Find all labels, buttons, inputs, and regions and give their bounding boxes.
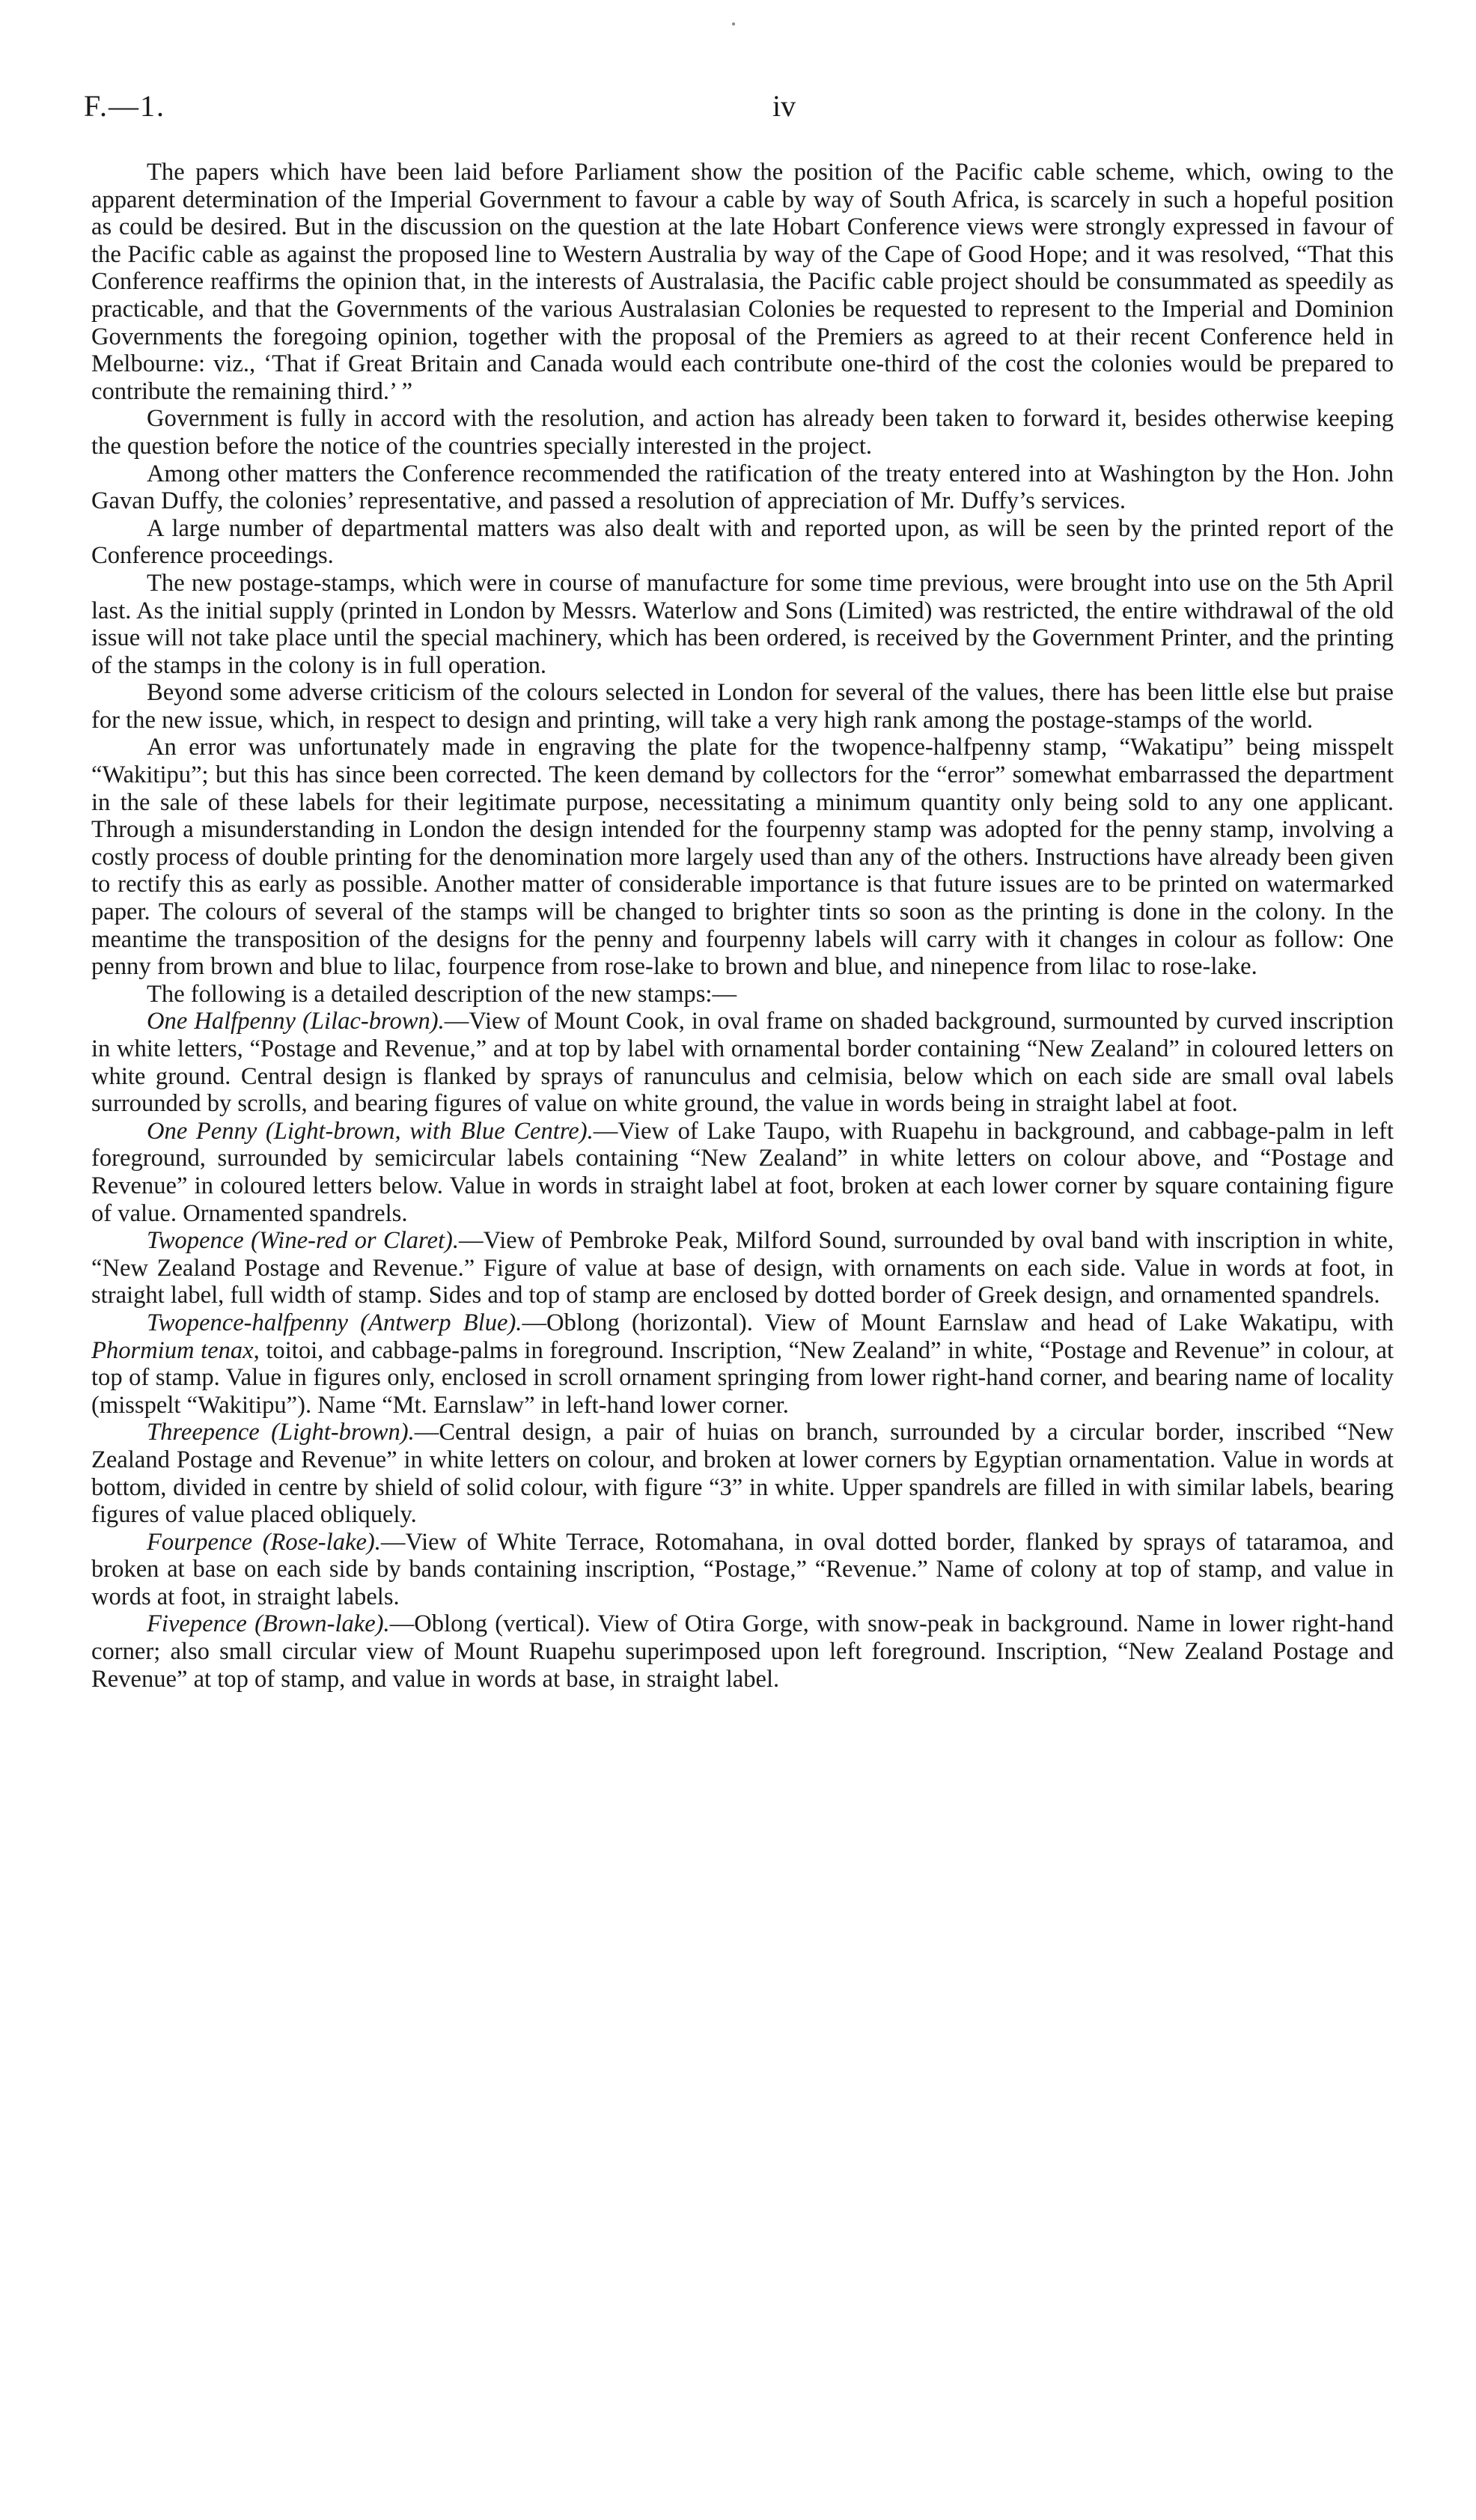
stamp-text: , toitoi, and cabbage-palms in foreground. Inscription, “New Zealand” in white, “Postage and Revenue” in colour, at top of stamp. Value in figures only, enclosed in scroll ornament springing from lower right-hand corner, and bearing name of locality (misspelt “Wakitipu”). Name “Mt. Earnslaw” in left-hand lower corner. bbox=[91, 1336, 1394, 1419]
stamp-name: Fivepence (Brown-lake). bbox=[147, 1610, 390, 1638]
stamp-text: —Central design, a pair of huias on branch, surrounded by a circular border, inscribed “New Zealand Postage and Revenue” in white letters on colour, and broken at lower corners by Egyptian ornamentation. Value in words at bottom, divided in centre by shield of solid colour, with figure “3” in white. Upper spandrels are filled in with similar labels, bearing figures of value placed obliquely. bbox=[91, 1419, 1394, 1529]
paragraph: The new postage-stamps, which were in course of manufacture for some time previous, were brought into use on the 5th April last. As the initial supply (printed in London by Messrs. Waterlow and Sons (Limited) was restricted, the entire withdrawal of the old issue will not take place until the special machinery, which has been ordered, is received by the Government Printer, and the printing of the stamps in the colony is in full operation. bbox=[91, 569, 1394, 679]
stamp-name: Threepence (Light-brown). bbox=[147, 1419, 415, 1446]
paragraph: Government is fully in accord with the resolution, and action has already been taken to forward it, besides otherwise keeping the question before the notice of the countries specially interested in the project. bbox=[91, 405, 1394, 460]
stamp-description-penny bbox=[91, 1118, 1394, 1227]
stamp-text: —View of Mount Cook, in oval frame on shaded background, surmounted by curved inscription in white letters, “Postage and Revenue,” and at top by label with ornamental border containing “New Zealand” in coloured letters on white ground. Central design is flanked by sprays of ranunculus and celmisia, below which on each side are small oval labels surrounded by scrolls, and bearing figures of value on white ground, the value in words being in straight label at foot. bbox=[91, 1008, 1394, 1118]
document-reference: F.—1. bbox=[84, 89, 166, 123]
body-text bbox=[91, 159, 1394, 1693]
stamp-text: —View of Lake Taupo, with Ruapehu in background, and cabbage-palm in left foreground, surrounded by semicircular labels containing “New Zealand” in white letters on colour above, and “Postage and Revenue” in coloured letters below. Value in words in straight label at foot, broken at each lower corner by square containing figure of value. Ornamented spandrels. bbox=[91, 1117, 1394, 1227]
stamp-name: Fourpence (Rose-lake). bbox=[147, 1528, 381, 1556]
stamp-text-intro: —Oblong (horizontal). View of Mount Earnslaw and head of Lake Wakatipu, with bbox=[522, 1309, 1394, 1336]
print-speck bbox=[732, 22, 735, 25]
stamp-description-halfpenny bbox=[91, 1008, 1394, 1117]
stamp-description-fourpence bbox=[91, 1529, 1394, 1611]
latin-name: Phormium tenax bbox=[91, 1336, 254, 1364]
paragraph: A large number of departmental matters was also dealt with and reported upon, as will be seen by the printed report of the Conference proceedings. bbox=[91, 514, 1394, 570]
stamp-description-threepence bbox=[91, 1419, 1394, 1528]
stamp-description-twopence-halfpenny bbox=[91, 1309, 1394, 1419]
stamp-text: —View of Pembroke Peak, Milford Sound, surrounded by oval band with inscription in white, “New Zealand Postage and Revenue.” Figure of value at base of design, with ornaments on each side. Value in words at foot, in straight label, full width of stamp. Sides and top of stamp are enclosed by dotted border of Greek design, and ornamented spandrels. bbox=[91, 1227, 1394, 1309]
stamp-text: —View of White Terrace, Rotomahana, in oval dotted border, flanked by sprays of tataramoa, and broken at base on each side by bands containing inscription, “Postage,” “Revenue.” Name of colony at top of stamp, and value in words at foot, in straight labels. bbox=[91, 1528, 1394, 1610]
stamp-name: One Halfpenny (Lilac-brown). bbox=[147, 1008, 445, 1035]
paragraph: An error was unfortunately made in engraving the plate for the twopence-halfpenny stamp, “Wakatipu” being misspelt “Wakitipu”; but this has since been corrected. The keen demand by collectors for the “error” somewhat embarrassed the department in the sale of these labels for their legitimate purpose, necessitating a minimum quantity only being sold to any one applicant. Through a misunderstanding in London the design intended for the fourpenny stamp was adopted for the penny stamp, involving a costly process of double printing for the denomination more largely used than any of the others. Instructions have already been given to rectify this as early as possible. Another matter of considerable importance is that future issues are to be printed on watermarked paper. The colours of several of the stamps will be changed to brighter tints so soon as the printing is done in the colony. In the meantime the transposition of the designs for the penny and fourpenny labels will carry with it changes in colour as follow: One penny from brown and blue to lilac, fourpence from rose-lake to brown and blue, and ninepence from lilac to rose-lake. bbox=[91, 734, 1394, 981]
stamp-description-twopence bbox=[91, 1227, 1394, 1309]
stamp-name: Twopence (Wine-red or Claret). bbox=[147, 1227, 460, 1255]
stamp-name: One Penny (Light-brown, with Blue Centre). bbox=[147, 1117, 594, 1145]
stamp-text: —Oblong (vertical). View of Otira Gorge, with snow-peak in background. Name in lower right-hand corner; also small circular view of Mount Ruapehu superimposed upon left foreground. Inscription, “New Zealand Postage and Revenue” at top of stamp, and value in words at base, in straight label. bbox=[91, 1610, 1394, 1693]
paragraph: Among other matters the Conference recommended the ratification of the treaty entered into at Washington by the Hon. John Gavan Duffy, the colonies’ representative, and passed a resolution of appreciation of Mr. Duffy’s services. bbox=[91, 460, 1394, 515]
paragraph: The following is a detailed description of the new stamps:— bbox=[147, 980, 737, 1008]
page-header bbox=[84, 88, 1401, 133]
page-number: iv bbox=[772, 89, 796, 123]
stamp-description-fivepence bbox=[91, 1610, 1394, 1693]
paragraph: The papers which have been laid before Parliament show the position of the Pacific cable scheme, which, owing to the apparent determination of the Imperial Government to favour a cable by way of South Africa, is scarcely in such a hopeful position as could be desired. But in the discussion on the question at the late Hobart Conference views were strongly expressed in favour of the Pacific cable as against the proposed line to Western Australia by way of the Cape of Good Hope; and it was resolved, “That this Conference reaffirms the opinion that, in the interests of Australasia, the Pacific cable project should be consummated as speedily as practicable, and that the Governments of the various Australasian Colonies be requested to represent to the Imperial and Dominion Governments the foregoing opinion, together with the proposal of the Premiers as agreed to at their recent Conference held in Melbourne: viz., ‘That if Great Britain and Canada would each contribute one-third of the cost the colonies would be prepared to contribute the remaining third.’ ” bbox=[91, 159, 1394, 405]
paragraph: Beyond some adverse criticism of the colours selected in London for several of the values, there has been little else but praise for the new issue, which, in respect to design and printing, will take a very high rank among the postage-stamps of the world. bbox=[91, 679, 1394, 734]
stamp-name: Twopence-halfpenny (Antwerp Blue). bbox=[147, 1309, 522, 1336]
